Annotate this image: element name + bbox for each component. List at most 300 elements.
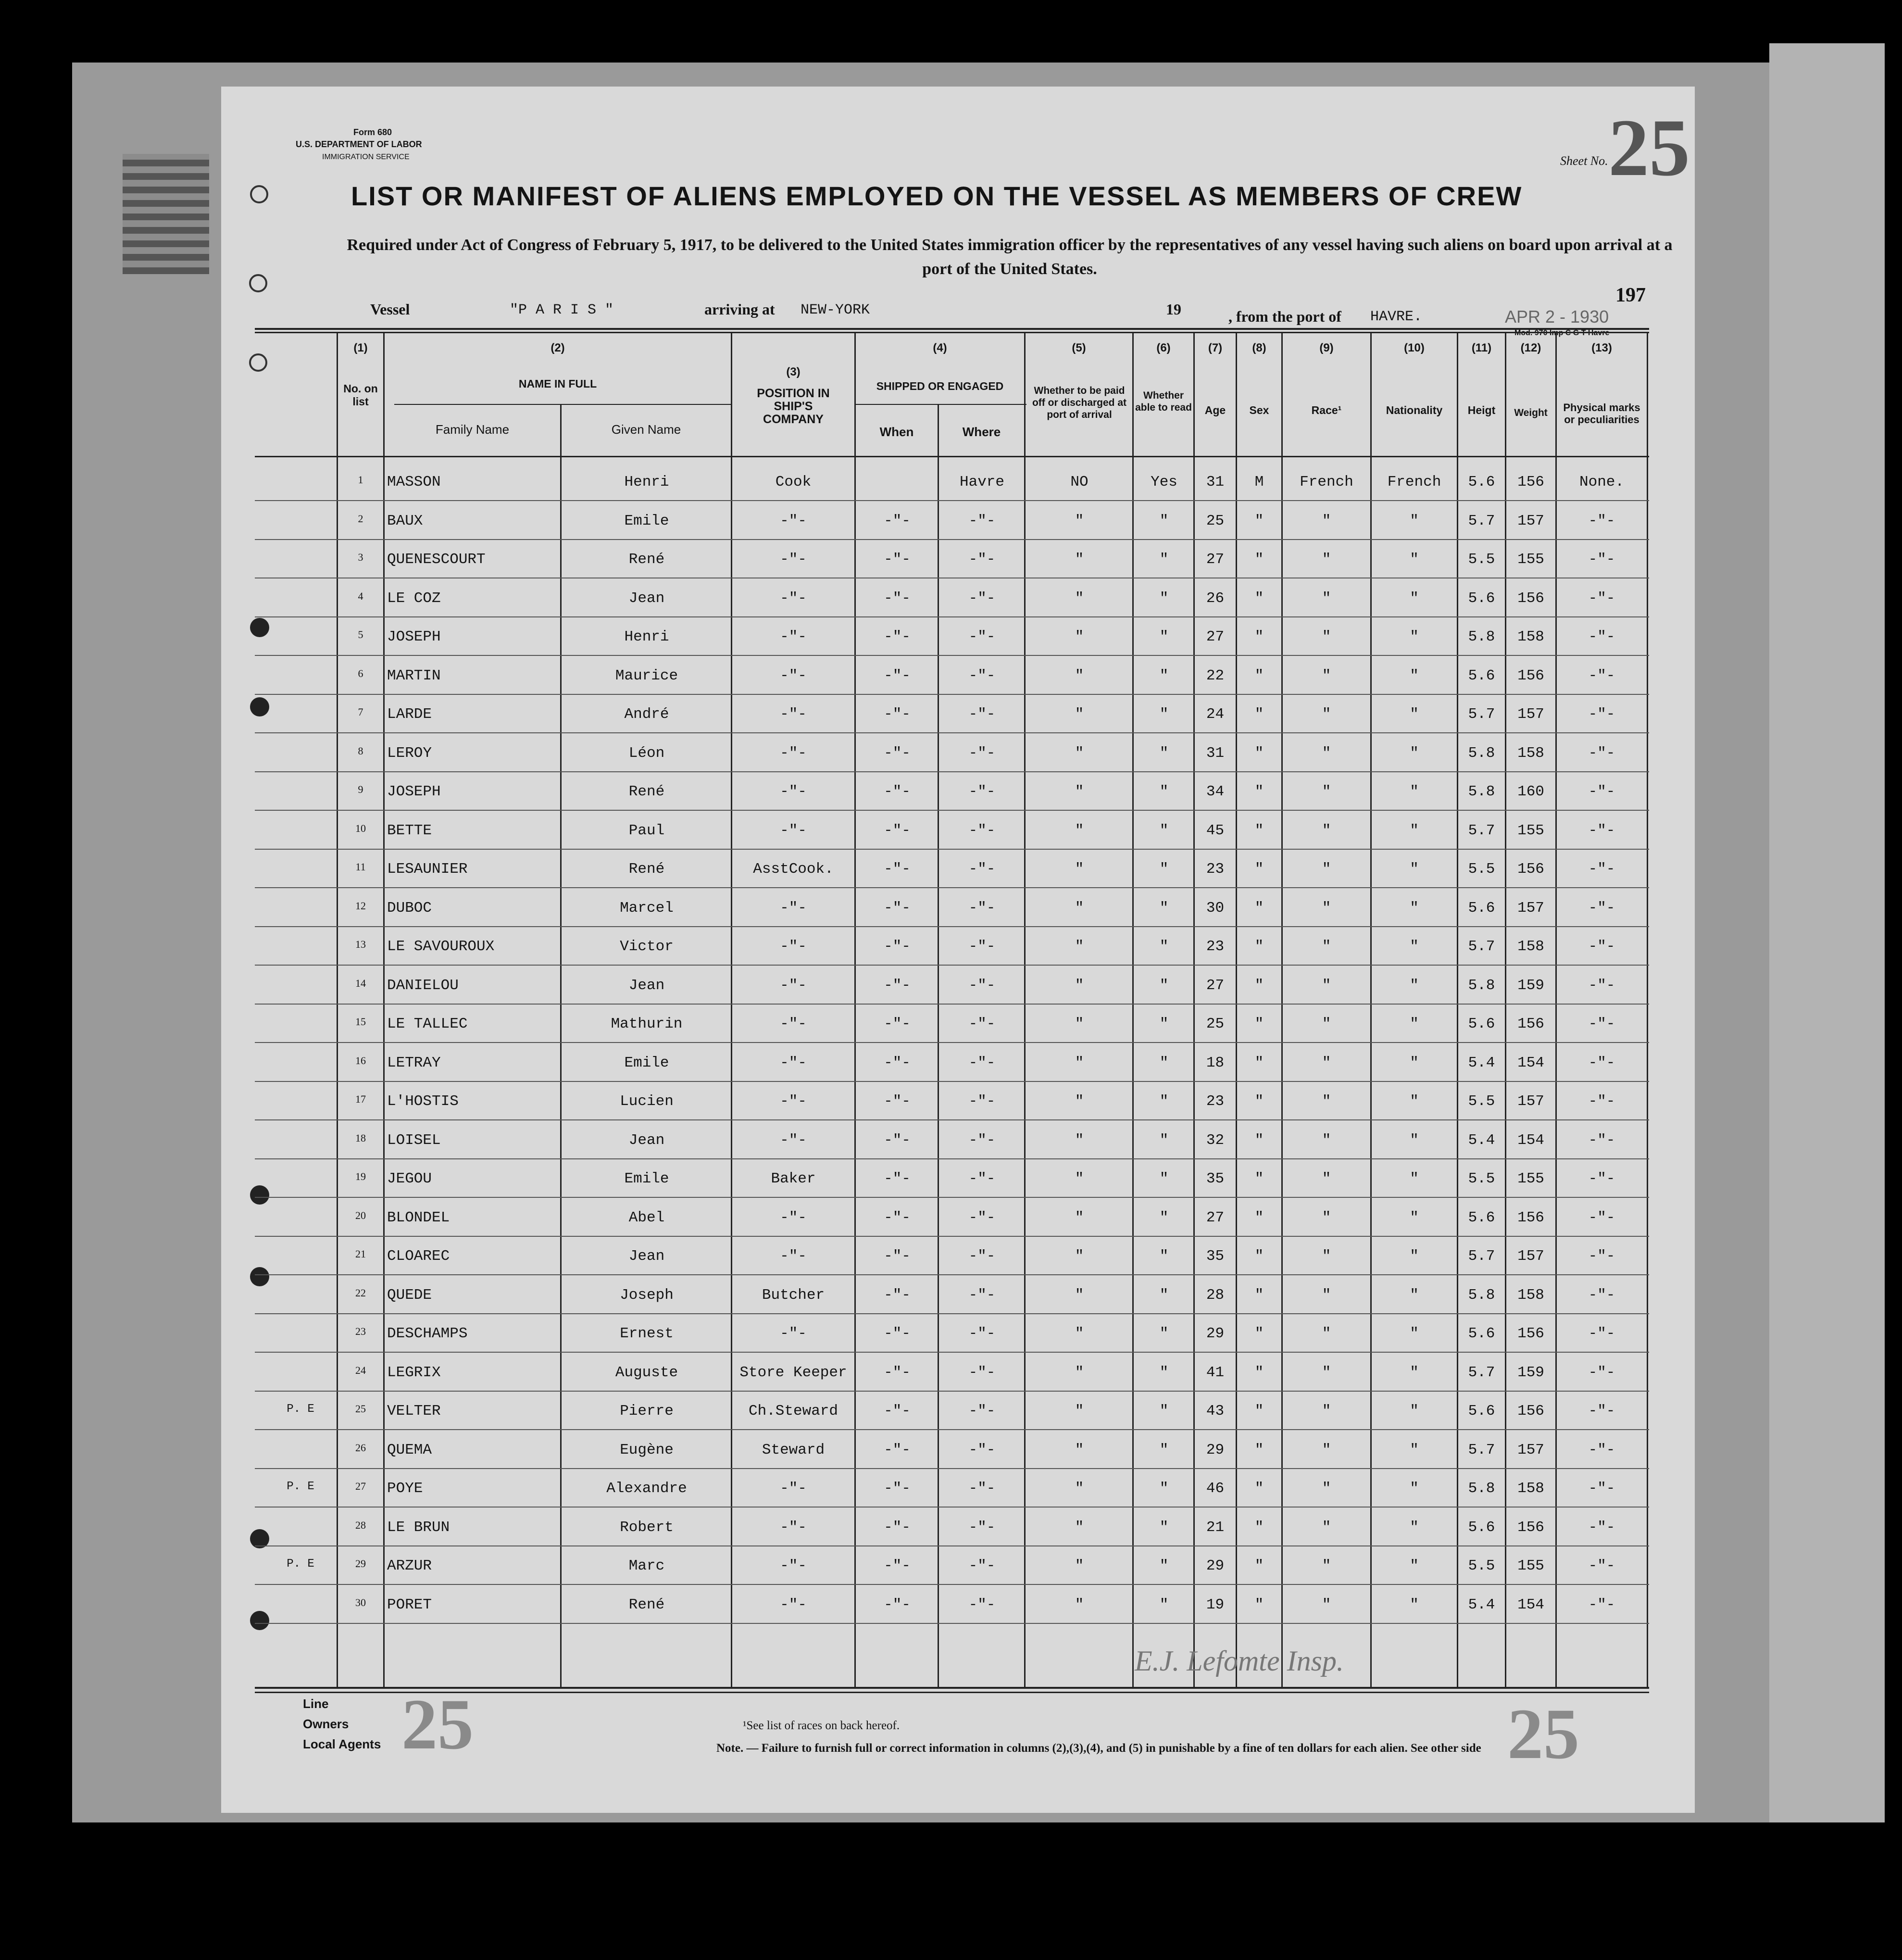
family-name: LESAUNIER — [387, 861, 468, 878]
physical-marks: -"- — [1588, 667, 1615, 684]
given-name: Jean — [628, 590, 665, 607]
col-line — [560, 405, 562, 1688]
height: 5.5 — [1468, 861, 1495, 878]
weight: 158 — [1517, 628, 1544, 645]
paid-off: " — [1075, 977, 1084, 994]
age: 23 — [1206, 1093, 1225, 1110]
from-label: , from the port of — [1228, 308, 1341, 325]
row-number: 2 — [358, 512, 363, 525]
row-rule — [255, 539, 1649, 540]
col3-header: POSITION IN SHIP'S COMPANY — [757, 387, 830, 426]
nationality: " — [1410, 590, 1419, 607]
department: U.S. DEPARTMENT OF LABOR — [296, 139, 422, 149]
shipped-where: -"- — [968, 1364, 996, 1381]
race: " — [1322, 590, 1331, 607]
physical-marks: -"- — [1588, 899, 1615, 917]
shipped-where: -"- — [968, 783, 996, 800]
given-name: Joseph — [620, 1286, 674, 1304]
able-to-read: " — [1159, 628, 1169, 645]
paid-off: " — [1075, 1093, 1084, 1110]
shipped-when: -"- — [884, 706, 911, 723]
height: 5.6 — [1468, 1519, 1495, 1536]
family-name: DESCHAMPS — [387, 1325, 468, 1342]
row-rule — [255, 616, 1649, 617]
age: 21 — [1206, 1519, 1225, 1536]
given-name: René — [628, 1596, 665, 1613]
family-name: QUEDE — [387, 1286, 432, 1304]
weight: 159 — [1517, 1364, 1544, 1381]
age: 30 — [1206, 899, 1225, 917]
race: " — [1322, 1596, 1331, 1613]
family-name: PORET — [387, 1596, 432, 1613]
shipped-when: -"- — [884, 1441, 911, 1458]
row-rule — [255, 500, 1649, 501]
position: -"- — [780, 744, 807, 762]
position: -"- — [780, 822, 807, 839]
physical-marks: -"- — [1588, 1016, 1615, 1032]
family-name: BLONDEL — [387, 1209, 450, 1226]
sex: " — [1254, 1286, 1264, 1304]
physical-marks: -"- — [1588, 1364, 1615, 1381]
shipped-when: -"- — [884, 783, 911, 800]
position: -"- — [780, 667, 807, 684]
position: -"- — [780, 1558, 807, 1574]
physical-marks: -"- — [1588, 628, 1615, 645]
physical-marks: -"- — [1588, 1403, 1615, 1420]
physical-marks: -"- — [1588, 1248, 1615, 1265]
paid-off: " — [1075, 1325, 1084, 1342]
from-port: HAVRE. — [1370, 309, 1423, 325]
paid-off: " — [1075, 706, 1084, 723]
owners-label: Owners — [303, 1717, 349, 1731]
given-name: Henri — [624, 474, 669, 490]
given-name: Auguste — [615, 1364, 678, 1381]
shipped-when: -"- — [884, 1248, 911, 1265]
row-rule — [255, 1081, 1649, 1082]
shipped-when: -"- — [884, 938, 911, 955]
nationality: " — [1410, 899, 1419, 917]
row-rule — [255, 1158, 1649, 1159]
position: -"- — [780, 551, 807, 568]
physical-marks: -"- — [1588, 1286, 1615, 1304]
row-rule — [255, 1119, 1649, 1120]
shipped-when: -"- — [884, 861, 911, 878]
height: 5.4 — [1468, 1596, 1495, 1613]
age: 26 — [1206, 590, 1225, 607]
position: Steward — [762, 1441, 825, 1458]
given-name: Alexandre — [606, 1480, 687, 1497]
sheet-label: Sheet No. — [1560, 154, 1608, 168]
able-to-read: " — [1159, 1131, 1169, 1149]
nationality: " — [1410, 1441, 1419, 1458]
race: " — [1322, 783, 1331, 800]
height: 5.7 — [1468, 512, 1495, 529]
sex: " — [1254, 706, 1264, 723]
fine-note: Note. — Failure to furnish full or correct information in columns (2),(3),(4), and (5) in punishable by a fine of ten dollars for each alien. See other side — [716, 1742, 1481, 1755]
weight: 157 — [1517, 1441, 1544, 1458]
position: -"- — [780, 899, 807, 917]
age: 28 — [1206, 1286, 1225, 1304]
sheet-number: 25 — [1608, 102, 1690, 193]
physical-marks: -"- — [1588, 590, 1615, 607]
family-name: L'HOSTIS — [387, 1093, 459, 1110]
nationality: " — [1410, 1016, 1419, 1032]
weight: 154 — [1517, 1596, 1544, 1613]
given-name: Victor — [620, 938, 674, 955]
nationality: " — [1410, 744, 1419, 762]
age: 35 — [1206, 1248, 1225, 1265]
sex: " — [1254, 1209, 1264, 1226]
given-name: André — [624, 706, 669, 723]
shipped-where: -"- — [968, 977, 996, 994]
vessel-label: Vessel — [370, 301, 410, 318]
given-name: Abel — [628, 1209, 665, 1226]
punch-hole — [250, 185, 268, 203]
height: 5.7 — [1468, 1364, 1495, 1381]
shipped-when: -"- — [884, 1558, 911, 1574]
family-name: DUBOC — [387, 899, 432, 917]
given-name: René — [628, 861, 665, 878]
row-number: 10 — [355, 822, 366, 834]
year-prefix: 19 — [1166, 301, 1181, 318]
physical-marks: -"- — [1588, 861, 1615, 878]
col1-header: No. on list — [343, 382, 378, 408]
line-label: Line — [303, 1696, 329, 1711]
row-rule — [255, 965, 1649, 966]
sex: " — [1254, 899, 1264, 917]
able-to-read: " — [1159, 1016, 1169, 1032]
row-rule — [255, 926, 1649, 927]
able-to-read: " — [1159, 744, 1169, 762]
race: " — [1322, 1558, 1331, 1574]
weight: 157 — [1517, 706, 1544, 723]
paid-off: " — [1075, 1170, 1084, 1187]
height: 5.8 — [1468, 1286, 1495, 1304]
col5-header: Whether to be paid off or discharged at port of arrival — [1032, 385, 1127, 420]
col12-header: Weight — [1514, 407, 1548, 418]
shipped-where: -"- — [968, 822, 996, 839]
race: " — [1322, 1209, 1331, 1226]
shipped-when: -"- — [884, 551, 911, 568]
race: " — [1322, 1364, 1331, 1381]
shipped-where: -"- — [968, 628, 996, 645]
position: Butcher — [762, 1286, 825, 1304]
family-name: CLOAREC — [387, 1248, 450, 1265]
shipped-where: Havre — [959, 474, 1004, 490]
when-header: When — [879, 425, 914, 439]
row-number: 9 — [358, 783, 363, 795]
weight: 156 — [1517, 861, 1544, 878]
sex: " — [1254, 1131, 1264, 1149]
shipped-when: -"- — [884, 1286, 911, 1304]
weight: 156 — [1517, 1403, 1544, 1420]
shipped-divider — [856, 404, 1026, 405]
shipped-when: -"- — [884, 590, 911, 607]
height: 5.6 — [1468, 667, 1495, 684]
age: 29 — [1206, 1558, 1225, 1574]
height: 5.4 — [1468, 1131, 1495, 1149]
row-rule — [255, 771, 1649, 772]
family-name: LOISEL — [387, 1131, 441, 1149]
height: 5.4 — [1468, 1054, 1495, 1071]
shipped-when: -"- — [884, 667, 911, 684]
mod-note — [1514, 329, 1609, 338]
height: 5.5 — [1468, 1558, 1495, 1574]
shipped-where: -"- — [968, 1170, 996, 1187]
physical-marks: -"- — [1588, 1209, 1615, 1226]
paid-off: " — [1075, 899, 1084, 917]
where-header: Where — [962, 425, 1001, 439]
table-top-rule — [255, 332, 1649, 333]
age: 34 — [1206, 783, 1225, 800]
col4-header: SHIPPED OR ENGAGED — [876, 380, 1004, 392]
nationality: " — [1410, 628, 1419, 645]
given-name: René — [628, 783, 665, 800]
row-rule — [255, 694, 1649, 695]
races-note: ¹See list of races on back hereof. — [743, 1719, 900, 1732]
given-name: Pierre — [620, 1403, 674, 1420]
physical-marks: -"- — [1588, 744, 1615, 762]
physical-marks: None. — [1579, 474, 1624, 490]
race: " — [1322, 1016, 1331, 1032]
row-rule — [255, 655, 1649, 656]
year-mark: 197 — [1615, 284, 1646, 306]
weight: 156 — [1517, 1209, 1544, 1226]
able-to-read: " — [1159, 1054, 1169, 1071]
race: " — [1322, 1248, 1331, 1265]
col3-number: (3) — [786, 365, 801, 378]
shipped-when: -"- — [884, 1054, 911, 1071]
height: 5.8 — [1468, 783, 1495, 800]
given-name: Lucien — [620, 1093, 674, 1110]
weight: 159 — [1517, 977, 1544, 994]
height: 5.6 — [1468, 1016, 1495, 1032]
family-name: LE SAVOUROUX — [387, 938, 495, 955]
paid-off: " — [1075, 1596, 1084, 1613]
nationality: " — [1410, 1558, 1419, 1574]
col1-number: (1) — [353, 341, 368, 354]
height: 5.5 — [1468, 551, 1495, 568]
paid-off: " — [1075, 1209, 1084, 1226]
race: " — [1322, 1325, 1331, 1342]
row-number: 25 — [355, 1403, 366, 1415]
position: -"- — [780, 512, 807, 529]
physical-marks: -"- — [1588, 1596, 1615, 1613]
nationality: " — [1410, 1248, 1419, 1265]
age: 27 — [1206, 628, 1225, 645]
shipped-when: -"- — [884, 1325, 911, 1342]
race: " — [1322, 1286, 1331, 1304]
race: " — [1322, 977, 1331, 994]
paid-off: " — [1075, 938, 1084, 955]
row-number: 17 — [355, 1093, 366, 1105]
height: 5.6 — [1468, 1403, 1495, 1420]
nationality: " — [1410, 861, 1419, 878]
family-name: JOSEPH — [387, 628, 441, 645]
height: 5.6 — [1468, 590, 1495, 607]
race: French — [1300, 474, 1353, 490]
shipped-where: -"- — [968, 667, 996, 684]
given-name: Emile — [624, 512, 669, 529]
row-number: 6 — [358, 667, 363, 679]
able-to-read: " — [1159, 938, 1169, 955]
row-number: 1 — [358, 474, 363, 486]
row-rule — [255, 732, 1649, 733]
race: " — [1322, 1480, 1331, 1497]
paid-off: " — [1075, 590, 1084, 607]
sex: " — [1254, 1170, 1264, 1187]
physical-marks: -"- — [1588, 706, 1615, 723]
sex: " — [1254, 1364, 1264, 1381]
position: -"- — [780, 1054, 807, 1071]
paid-off: " — [1075, 1364, 1084, 1381]
row-rule — [255, 1313, 1649, 1314]
paid-off: " — [1075, 512, 1084, 529]
position: AsstCook. — [753, 861, 834, 878]
shipped-where: -"- — [968, 1441, 996, 1458]
paid-off: " — [1075, 667, 1084, 684]
sex: " — [1254, 590, 1264, 607]
row-number: 7 — [358, 706, 363, 718]
height: 5.6 — [1468, 1325, 1495, 1342]
physical-marks: -"- — [1588, 551, 1615, 568]
given-name: Jean — [628, 1248, 665, 1265]
row-number: 20 — [355, 1209, 366, 1221]
row-rule — [255, 849, 1649, 850]
race: " — [1322, 706, 1331, 723]
given-name: Mathurin — [611, 1016, 683, 1032]
physical-marks: -"- — [1588, 938, 1615, 955]
family-name: LE TALLEC — [387, 1016, 468, 1032]
family-name: LEGRIX — [387, 1364, 441, 1381]
able-to-read: " — [1159, 1441, 1169, 1458]
shipped-when: -"- — [884, 744, 911, 762]
shipped-where: -"- — [968, 551, 996, 568]
given-name: Henri — [624, 628, 669, 645]
col6-number: (6) — [1156, 341, 1171, 354]
paid-off: " — [1075, 628, 1084, 645]
weight: 156 — [1517, 1519, 1544, 1536]
shipped-where: -"- — [968, 1209, 996, 1226]
row-number: 22 — [355, 1286, 366, 1299]
position: Store Keeper — [739, 1364, 847, 1381]
given-name: Eugène — [620, 1441, 674, 1458]
row-number: 14 — [355, 977, 366, 989]
able-to-read: " — [1159, 1558, 1169, 1574]
race: " — [1322, 1093, 1331, 1110]
given-name: Jean — [628, 977, 665, 994]
given-name: Emile — [624, 1170, 669, 1187]
shipped-when: -"- — [884, 628, 911, 645]
shipped-when: -"- — [884, 1364, 911, 1381]
shipped-when: -"- — [884, 1209, 911, 1226]
height: 5.6 — [1468, 899, 1495, 917]
physical-marks: -"- — [1588, 1558, 1615, 1574]
able-to-read: " — [1159, 1480, 1169, 1497]
physical-marks: -"- — [1588, 1325, 1615, 1342]
col13-header: Physical marks or peculiarities — [1563, 402, 1640, 426]
punch-hole — [250, 1611, 269, 1630]
sex: " — [1254, 1403, 1264, 1420]
col5-number: (5) — [1072, 341, 1086, 354]
row-number: 26 — [355, 1441, 366, 1454]
position: -"- — [780, 1093, 807, 1110]
height: 5.7 — [1468, 1248, 1495, 1265]
position: -"- — [780, 1016, 807, 1032]
able-to-read: " — [1159, 551, 1169, 568]
height: 5.5 — [1468, 1170, 1495, 1187]
given-name: Emile — [624, 1054, 669, 1071]
row-number: 23 — [355, 1325, 366, 1337]
given-name: Paul — [628, 822, 665, 839]
shipped-where: -"- — [968, 1054, 996, 1071]
race: " — [1322, 1170, 1331, 1187]
age: 24 — [1206, 706, 1225, 723]
shipped-where: -"- — [968, 1325, 996, 1342]
sex: M — [1254, 474, 1264, 490]
shipped-where: -"- — [968, 1480, 996, 1497]
row-number: 13 — [355, 938, 366, 950]
able-to-read: " — [1159, 1209, 1169, 1226]
given-name: René — [628, 551, 665, 568]
sex: " — [1254, 551, 1264, 568]
arriving-port: NEW-YORK — [801, 302, 870, 318]
race: " — [1322, 667, 1331, 684]
shipped-where: -"- — [968, 861, 996, 878]
sex: " — [1254, 977, 1264, 994]
nationality: " — [1410, 667, 1419, 684]
nationality: " — [1410, 1480, 1419, 1497]
shipped-where: -"- — [968, 1403, 996, 1420]
row-number: 4 — [358, 590, 363, 602]
shipped-when: -"- — [884, 899, 911, 917]
family-name: JEGOU — [387, 1170, 432, 1187]
row-number: 24 — [355, 1364, 366, 1376]
given-name: Marc — [628, 1558, 665, 1574]
col6-header: Whether able to read — [1135, 390, 1192, 413]
paid-off: " — [1075, 1480, 1084, 1497]
arriving-label: arriving at — [704, 301, 775, 318]
able-to-read: " — [1159, 1325, 1169, 1342]
shipped-when: -"- — [884, 1131, 911, 1149]
row-number: 27 — [355, 1480, 366, 1492]
col-line — [854, 332, 856, 1688]
shipped-where: -"- — [968, 1016, 996, 1032]
paid-off: " — [1075, 1054, 1084, 1071]
weight: 160 — [1517, 783, 1544, 800]
weight: 156 — [1517, 1016, 1544, 1032]
sex: " — [1254, 783, 1264, 800]
able-to-read: " — [1159, 1093, 1169, 1110]
sex: " — [1254, 1016, 1264, 1032]
position: -"- — [780, 783, 807, 800]
col13-number: (13) — [1591, 341, 1612, 354]
sex: " — [1254, 744, 1264, 762]
position: -"- — [780, 1480, 807, 1497]
family-name: LARDE — [387, 706, 432, 723]
able-to-read: " — [1159, 1596, 1169, 1613]
weight: 157 — [1517, 1093, 1544, 1110]
physical-marks: -"- — [1588, 822, 1615, 839]
col8-number: (8) — [1252, 341, 1266, 354]
height: 5.7 — [1468, 706, 1495, 723]
punch-hole — [250, 1185, 269, 1205]
race: " — [1322, 512, 1331, 529]
punch-hole — [250, 618, 269, 637]
shipped-when: -"- — [884, 1480, 911, 1497]
nationality: French — [1387, 474, 1441, 490]
age: 43 — [1206, 1403, 1225, 1420]
